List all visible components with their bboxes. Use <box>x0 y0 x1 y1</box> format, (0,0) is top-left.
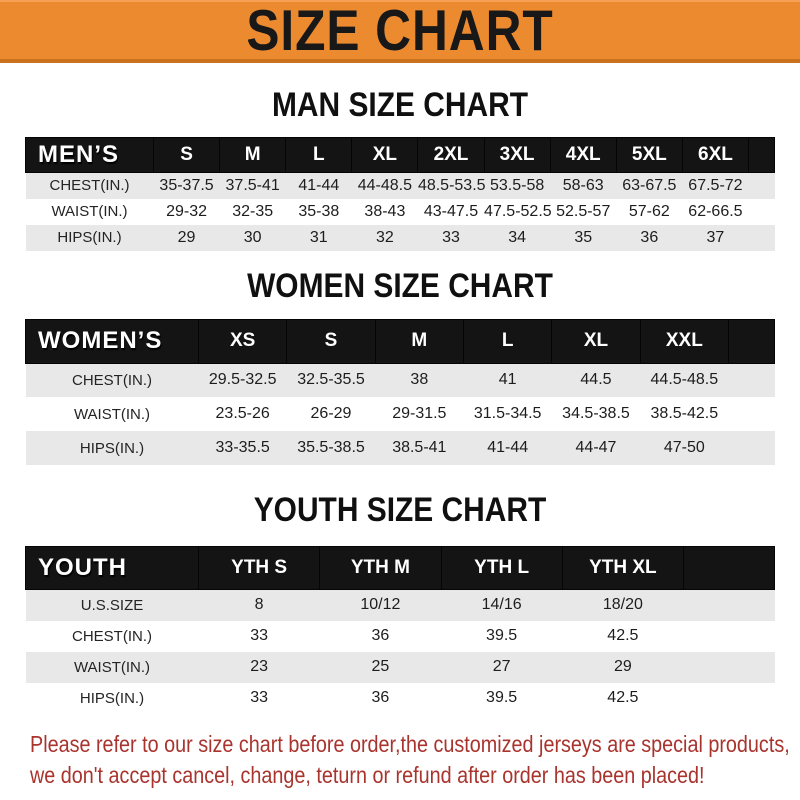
youth-value-0-3: 18/20 <box>602 596 643 614</box>
youth-row-label-1: CHEST(IN.) <box>72 627 152 645</box>
youth-size-header-3: YTH XL <box>562 547 683 590</box>
men-value-2-8: 37 <box>706 228 725 246</box>
men-value-1-8: 62-66.5 <box>688 202 743 220</box>
men-size-header-3: XL <box>352 138 418 173</box>
men-row-filler-1 <box>749 199 775 225</box>
youth-value-1-2: 39.5 <box>486 627 518 644</box>
men-row-1 <box>26 199 775 225</box>
women-size-chart-title: WOMEN SIZE CHART <box>247 266 553 305</box>
women-row-label-1: WAIST(IN.) <box>73 405 151 423</box>
youth-row-label-2: WAIST(IN.) <box>73 658 151 676</box>
men-value-2-6: 35 <box>574 228 593 246</box>
men-size-header-5: 3XL <box>484 138 550 173</box>
men-value-2-2: 31 <box>309 228 328 246</box>
women-size-header-2: M <box>375 319 463 363</box>
youth-value-1-0: 33 <box>250 627 269 644</box>
youth-value-2-1: 25 <box>371 658 390 675</box>
men-value-2-7: 36 <box>640 228 659 246</box>
women-value-0-3: 41 <box>498 371 517 389</box>
men-value-0-7: 63-67.5 <box>622 176 677 194</box>
youth-size-chart-title: YOUTH SIZE CHART <box>253 491 547 529</box>
men-size-header-2: L <box>286 138 352 173</box>
women-value-2-3: 41-44 <box>487 439 529 456</box>
men-row-label-2: HIPS(IN.) <box>57 229 122 246</box>
women-row-filler-1 <box>729 397 775 431</box>
youth-row-3 <box>26 683 775 714</box>
women-row-1 <box>26 397 775 431</box>
men-row-filler-2 <box>749 225 775 251</box>
youth-row-2 <box>26 652 775 683</box>
women-row-0 <box>26 363 775 397</box>
youth-row-filler-3 <box>684 683 775 714</box>
youth-row-label-3: HIPS(IN.) <box>79 689 145 707</box>
youth-row-0 <box>26 590 775 621</box>
men-size-table <box>25 137 775 251</box>
men-value-0-6: 58-63 <box>562 176 604 194</box>
women-value-1-2: 29-31.5 <box>392 405 447 422</box>
men-size-header-6: 4XL <box>550 138 616 173</box>
man-size-chart-title: MAN SIZE CHART <box>272 86 528 124</box>
men-corner-label: MEN’S <box>26 138 154 173</box>
women-value-0-4: 44.5 <box>580 371 612 389</box>
men-value-1-6: 52.5-57 <box>556 202 611 220</box>
men-value-2-3: 32 <box>375 228 394 246</box>
youth-value-1-1: 36 <box>371 627 390 644</box>
women-value-1-4: 34.5-38.5 <box>562 405 630 422</box>
youth-size-table <box>25 546 775 714</box>
men-header-filler <box>749 138 775 173</box>
men-row-filler-0 <box>749 173 775 199</box>
youth-value-2-2: 27 <box>492 658 511 675</box>
women-value-1-1: 26-29 <box>310 405 352 422</box>
women-row-label-0: CHEST(IN.) <box>72 371 152 389</box>
women-value-1-3: 31.5-34.5 <box>473 405 542 422</box>
youth-size-header-2: YTH L <box>441 547 562 590</box>
youth-value-2-3: 29 <box>613 658 632 675</box>
men-value-1-7: 57-62 <box>628 202 670 220</box>
youth-row-filler-0 <box>684 590 775 621</box>
youth-header-filler <box>684 547 775 590</box>
men-value-2-5: 34 <box>508 228 526 246</box>
men-size-header-4: 2XL <box>418 138 484 173</box>
women-value-1-5: 38.5-42.5 <box>650 405 719 422</box>
women-header-filler <box>729 319 775 363</box>
men-row-label-0: CHEST(IN.) <box>49 177 130 195</box>
youth-row-label-0: U.S.SIZE <box>80 596 144 614</box>
men-value-0-4: 48.5-53.5 <box>417 176 486 194</box>
youth-corner-label: YOUTH <box>26 547 199 590</box>
men-value-2-4: 33 <box>442 228 460 246</box>
women-value-2-2: 38.5-41 <box>392 439 447 456</box>
youth-value-3-2: 39.5 <box>486 689 518 706</box>
men-value-1-0: 29-32 <box>166 202 208 220</box>
women-row-filler-2 <box>729 431 775 465</box>
women-size-header-4: XL <box>552 319 640 363</box>
youth-value-1-3: 42.5 <box>607 627 639 644</box>
men-value-1-4: 43-47.5 <box>423 202 479 220</box>
youth-header-row <box>26 547 775 590</box>
men-value-2-0: 29 <box>177 228 196 246</box>
men-size-header-1: M <box>220 138 286 173</box>
youth-value-0-2: 14/16 <box>481 596 522 614</box>
women-size-header-1: S <box>287 319 375 363</box>
women-value-2-4: 44-47 <box>575 439 617 456</box>
women-size-header-5: XXL <box>640 319 728 363</box>
women-size-header-0: XS <box>199 319 287 363</box>
women-value-0-2: 38 <box>410 371 429 389</box>
youth-row-filler-2 <box>684 652 775 683</box>
men-value-1-5: 47.5-52.5 <box>484 202 552 220</box>
men-value-0-2: 41-44 <box>298 176 340 194</box>
men-row-0 <box>26 173 775 199</box>
youth-size-header-1: YTH M <box>320 547 441 590</box>
women-row-label-2: HIPS(IN.) <box>79 439 145 457</box>
men-size-header-7: 5XL <box>616 138 682 173</box>
women-header-row <box>26 319 775 363</box>
youth-value-0-0: 8 <box>254 596 264 614</box>
youth-value-0-1: 10/12 <box>360 596 401 614</box>
order-policy-line-2: we don't accept cancel, change, teturn or refund after order has been placed! <box>30 761 705 788</box>
men-row-2 <box>26 225 775 251</box>
size-chart-banner <box>0 0 800 63</box>
youth-row-1 <box>26 621 775 652</box>
women-size-header-3: L <box>463 319 551 363</box>
men-value-1-1: 32-35 <box>232 202 274 220</box>
women-value-0-0: 29.5-32.5 <box>208 371 277 389</box>
women-value-2-0: 33-35.5 <box>215 439 270 456</box>
banner-title: SIZE CHART <box>246 0 554 63</box>
women-row-2 <box>26 431 775 465</box>
men-value-2-1: 30 <box>243 228 262 246</box>
men-value-0-3: 44-48.5 <box>357 176 413 194</box>
youth-size-header-0: YTH S <box>199 547 320 590</box>
youth-value-3-3: 42.5 <box>607 689 639 706</box>
youth-value-2-0: 23 <box>250 658 269 675</box>
women-value-0-5: 44.5-48.5 <box>650 371 719 389</box>
youth-row-filler-1 <box>684 621 775 652</box>
women-corner-label: WOMEN’S <box>26 319 199 363</box>
men-value-0-8: 67.5-72 <box>688 176 743 194</box>
women-value-2-1: 35.5-38.5 <box>297 439 365 456</box>
women-row-filler-0 <box>729 363 775 397</box>
youth-value-3-0: 33 <box>250 689 269 706</box>
men-value-0-0: 35-37.5 <box>159 176 214 194</box>
women-size-table <box>25 319 775 466</box>
order-policy-line-1: Please refer to our size chart before order,the customized jerseys are special products, <box>30 730 790 757</box>
men-value-0-1: 37.5-41 <box>225 176 280 194</box>
youth-value-3-1: 36 <box>371 689 390 706</box>
men-size-header-8: 6XL <box>682 138 748 173</box>
men-header-row <box>26 138 775 173</box>
men-value-1-3: 38-43 <box>364 202 406 220</box>
men-row-label-1: WAIST(IN.) <box>51 203 128 220</box>
women-value-0-1: 32.5-35.5 <box>297 371 365 389</box>
order-policy-note <box>30 729 800 791</box>
women-value-2-5: 47-50 <box>663 439 705 456</box>
men-size-header-0: S <box>154 138 220 173</box>
men-value-0-5: 53.5-58 <box>489 176 545 194</box>
women-value-1-0: 23.5-26 <box>215 405 270 422</box>
men-value-1-2: 35-38 <box>298 202 340 220</box>
